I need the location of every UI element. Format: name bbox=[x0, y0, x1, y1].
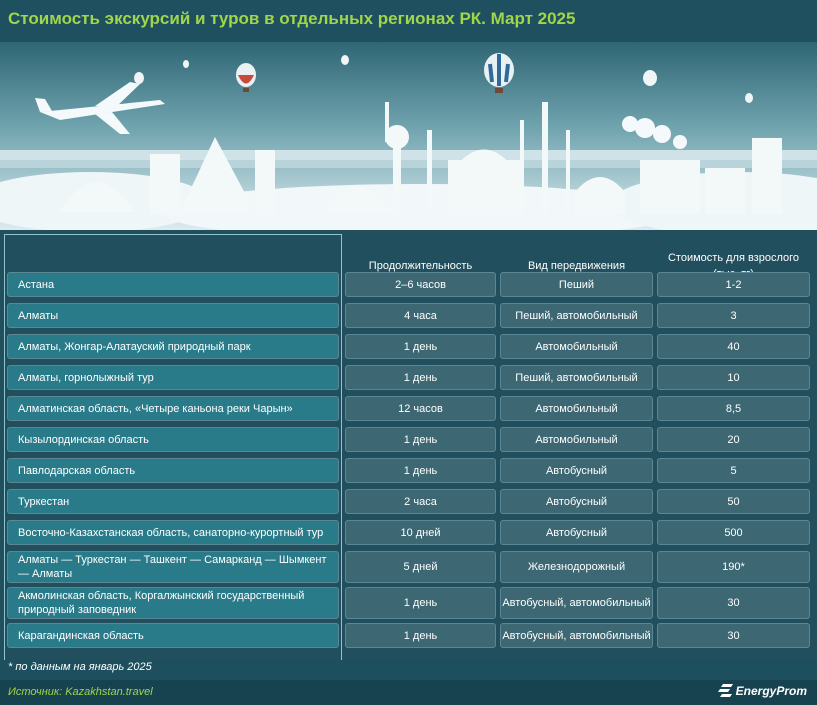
region-cell: Астана bbox=[7, 272, 339, 297]
header-transport: Вид передвижения bbox=[527, 260, 626, 272]
duration-cell: 1 день bbox=[345, 623, 496, 648]
region-cell: Алматы, Жонгар-Алатауский природный парк bbox=[7, 334, 339, 359]
table-row bbox=[0, 272, 817, 297]
region-cell: Акмолинская область, Коргалжынский государственный природный заповедник bbox=[7, 587, 339, 619]
table-row bbox=[0, 587, 817, 619]
region-cell: Восточно-Казахстанская область, санаторно-курортный тур bbox=[7, 520, 339, 545]
transport-cell: Автобусный, автомобильный bbox=[500, 587, 653, 619]
cost-cell: 5 bbox=[657, 458, 810, 483]
transport-cell: Пеший, автомобильный bbox=[500, 365, 653, 390]
duration-cell: 1 день bbox=[345, 458, 496, 483]
transport-cell: Автомобильный bbox=[500, 427, 653, 452]
transport-cell: Автомобильный bbox=[500, 334, 653, 359]
header-duration: Продолжительность bbox=[368, 260, 473, 272]
logo-text: EnergyProm bbox=[735, 684, 807, 698]
region-cell: Алматы — Туркестан — Ташкент — Самарканд — Шымкент — Алматы bbox=[7, 551, 339, 583]
region-cell: Туркестан bbox=[7, 489, 339, 514]
header-cost: Стоимость для взрослого bbox=[667, 252, 800, 264]
duration-cell: 1 день bbox=[345, 427, 496, 452]
table-row bbox=[0, 365, 817, 390]
table-row bbox=[0, 489, 817, 514]
duration-cell: 1 день bbox=[345, 587, 496, 619]
cost-cell: 8,5 bbox=[657, 396, 810, 421]
cost-cell: 40 bbox=[657, 334, 810, 359]
table-row bbox=[0, 623, 817, 648]
logo-icon bbox=[717, 684, 733, 698]
transport-cell: Автомобильный bbox=[500, 396, 653, 421]
cost-cell: 50 bbox=[657, 489, 810, 514]
table-row bbox=[0, 458, 817, 483]
transport-cell: Пеший, автомобильный bbox=[500, 303, 653, 328]
transport-cell: Автобусный, автомобильный bbox=[500, 623, 653, 648]
duration-cell: 4 часа bbox=[345, 303, 496, 328]
energyprom-logo bbox=[717, 684, 807, 698]
table-row bbox=[0, 334, 817, 359]
region-cell: Алматинская область, «Четыре каньона реки Чарын» bbox=[7, 396, 339, 421]
tours-table bbox=[0, 230, 817, 660]
table-row bbox=[0, 551, 817, 583]
cost-cell: 500 bbox=[657, 520, 810, 545]
region-cell: Алматы, горнолыжный тур bbox=[7, 365, 339, 390]
table-row bbox=[0, 427, 817, 452]
transport-cell: Автобусный bbox=[500, 489, 653, 514]
duration-cell: 5 дней bbox=[345, 551, 496, 583]
transport-cell: Железнодорожный bbox=[500, 551, 653, 583]
region-cell: Павлодарская область bbox=[7, 458, 339, 483]
footnote: * по данным на январь 2025 bbox=[8, 661, 152, 673]
transport-cell: Пеший bbox=[500, 272, 653, 297]
cost-cell: 1-2 bbox=[657, 272, 810, 297]
table-row bbox=[0, 303, 817, 328]
region-cell: Карагандинская область bbox=[7, 623, 339, 648]
duration-cell: 2 часа bbox=[345, 489, 496, 514]
footer-bar bbox=[0, 680, 817, 705]
duration-cell: 1 день bbox=[345, 365, 496, 390]
table-border-top bbox=[4, 234, 342, 235]
skyline-illustration bbox=[0, 42, 817, 230]
cost-cell: 20 bbox=[657, 427, 810, 452]
duration-cell: 1 день bbox=[345, 334, 496, 359]
cost-cell: 190* bbox=[657, 551, 810, 583]
cost-cell: 3 bbox=[657, 303, 810, 328]
table-row bbox=[0, 396, 817, 421]
transport-cell: Автобусный bbox=[500, 520, 653, 545]
page-title: Стоимость экскурсий и туров в отдельных регионах РК. Март 2025 bbox=[8, 9, 576, 28]
region-cell: Кызылординская область bbox=[7, 427, 339, 452]
cost-cell: 30 bbox=[657, 623, 810, 648]
transport-cell: Автобусный bbox=[500, 458, 653, 483]
duration-cell: 2–6 часов bbox=[345, 272, 496, 297]
cost-cell: 30 bbox=[657, 587, 810, 619]
table-row bbox=[0, 520, 817, 545]
duration-cell: 12 часов bbox=[345, 396, 496, 421]
source-text: Источник: Kazakhstan.travel bbox=[8, 686, 153, 698]
cost-cell: 10 bbox=[657, 365, 810, 390]
title-bar bbox=[0, 0, 817, 42]
region-cell: Алматы bbox=[7, 303, 339, 328]
duration-cell: 10 дней bbox=[345, 520, 496, 545]
city-banner-illustration bbox=[0, 42, 817, 230]
